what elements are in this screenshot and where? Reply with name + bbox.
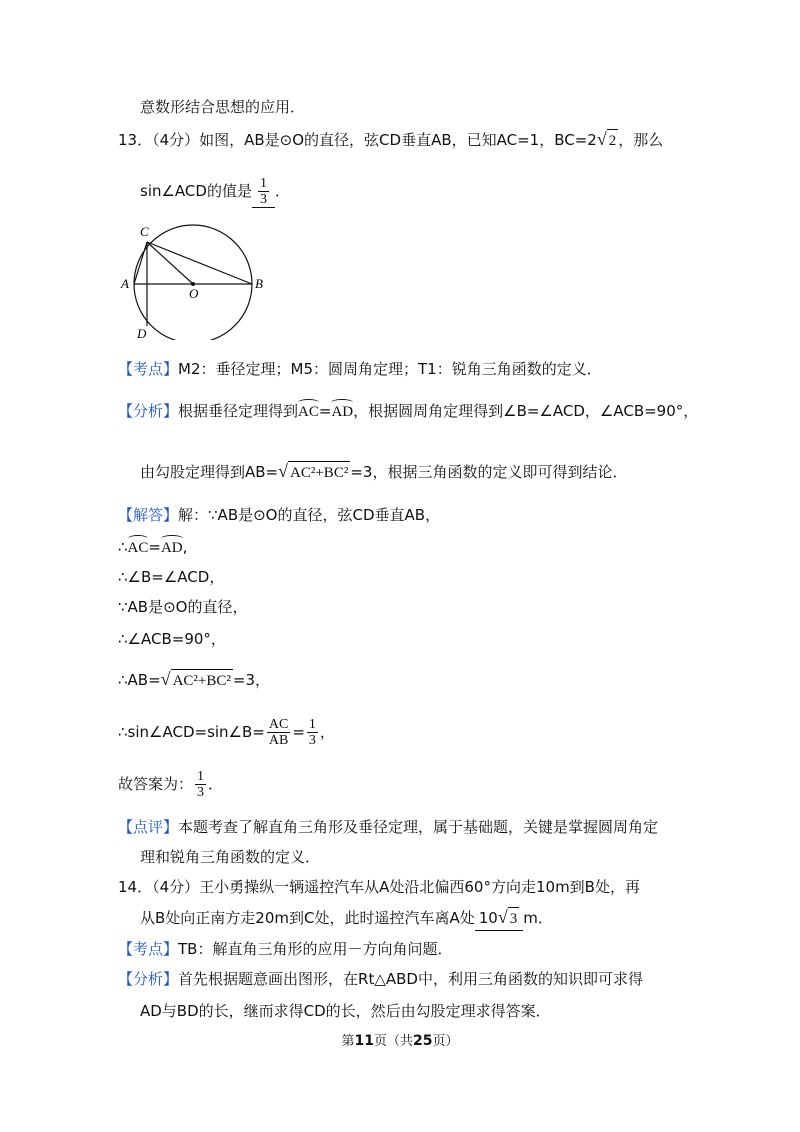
segment-ca: [134, 242, 147, 284]
fenxi-13-cont: 由勾股定理得到AB=√ AC²+BC² =3，根据三角函数的定义即可得到结论．: [140, 460, 627, 484]
page-footer: 第11页（共25页）: [341, 1033, 459, 1049]
dianping-13: 【点评】本题考查了解直角三角形及垂径定理，属于基础题，关键是掌握圆周角定: [118, 818, 659, 836]
label-a: A: [121, 276, 129, 291]
label-c: C: [140, 224, 149, 239]
label-o: O: [189, 286, 199, 301]
jieda-line-3: ∴∠B=∠ACD，: [118, 568, 225, 586]
jieda-line-8: 故答案为： $\frac{1}{3}$ ．: [118, 769, 224, 800]
fenxi-14: 【分析】首先根据题意画出图形，在Rt△ABD中，利用三角函数的知识即可求得: [118, 970, 643, 988]
fenxi-14-cont: AD与BD的长，继而求得CD的长，然后由勾股定理求得答案．: [140, 1002, 551, 1020]
jieda-line-6: ∴AB=√ AC²+BC² =3，: [118, 668, 270, 692]
jieda-tag: 【解答】: [118, 506, 179, 524]
question-14-cont: 从B处向正南方走20m到C处，此时遥控汽车离A处 10√ 3 m．: [140, 906, 553, 931]
segment-cb: [147, 242, 252, 284]
jieda-line-4: ∵AB是⊙O的直径，: [118, 598, 248, 616]
dianping-tag: 【点评】: [118, 818, 179, 836]
kaodian-14: 【考点】TB：解直角三角形的应用－方向角问题．: [118, 940, 453, 958]
label-d: D: [137, 326, 147, 340]
kaodian-tag: 【考点】: [118, 360, 179, 378]
fenxi-tag: 【分析】: [118, 402, 179, 420]
line-continuation: 意数形结合思想的应用．: [140, 98, 306, 116]
question-13: 13．（4分）如图，AB是⊙O的直径，弦CD垂直AB，已知AC=1，BC=2√ 2 ，那么: [118, 128, 663, 152]
jieda-line-2: ∴AC=AD,: [118, 536, 187, 559]
jieda-line-7: ∴sin∠ACD=sin∠B= $\frac{AC}{AB}$ = $\frac{1}{3}$ ，: [118, 717, 335, 748]
question-14: 14．（4分）王小勇操纵一辆遥控汽车从A处沿北偏西60°方向走10m到B处，再: [118, 878, 640, 896]
circle-figure: [118, 220, 278, 340]
fenxi-13: 【分析】根据垂径定理得到AC=AD，根据圆周角定理得到∠B=∠ACD，∠ACB=90°，: [118, 400, 698, 423]
label-b: B: [255, 276, 263, 291]
segment-co: [147, 242, 193, 284]
jieda-line-5: ∴∠ACB=90°，: [118, 630, 226, 648]
kaodian-13: 【考点】M2：垂径定理；M5：圆周角定理；T1：锐角三角函数的定义．: [118, 360, 602, 378]
jieda-13: 【解答】解：∵AB是⊙O的直径，弦CD垂直AB，: [118, 506, 441, 524]
dianping-13-cont: 理和锐角三角函数的定义．: [140, 848, 321, 866]
question-13-answer: sin∠ACD的值是 $\frac{1}{3}$ ．: [140, 176, 290, 207]
